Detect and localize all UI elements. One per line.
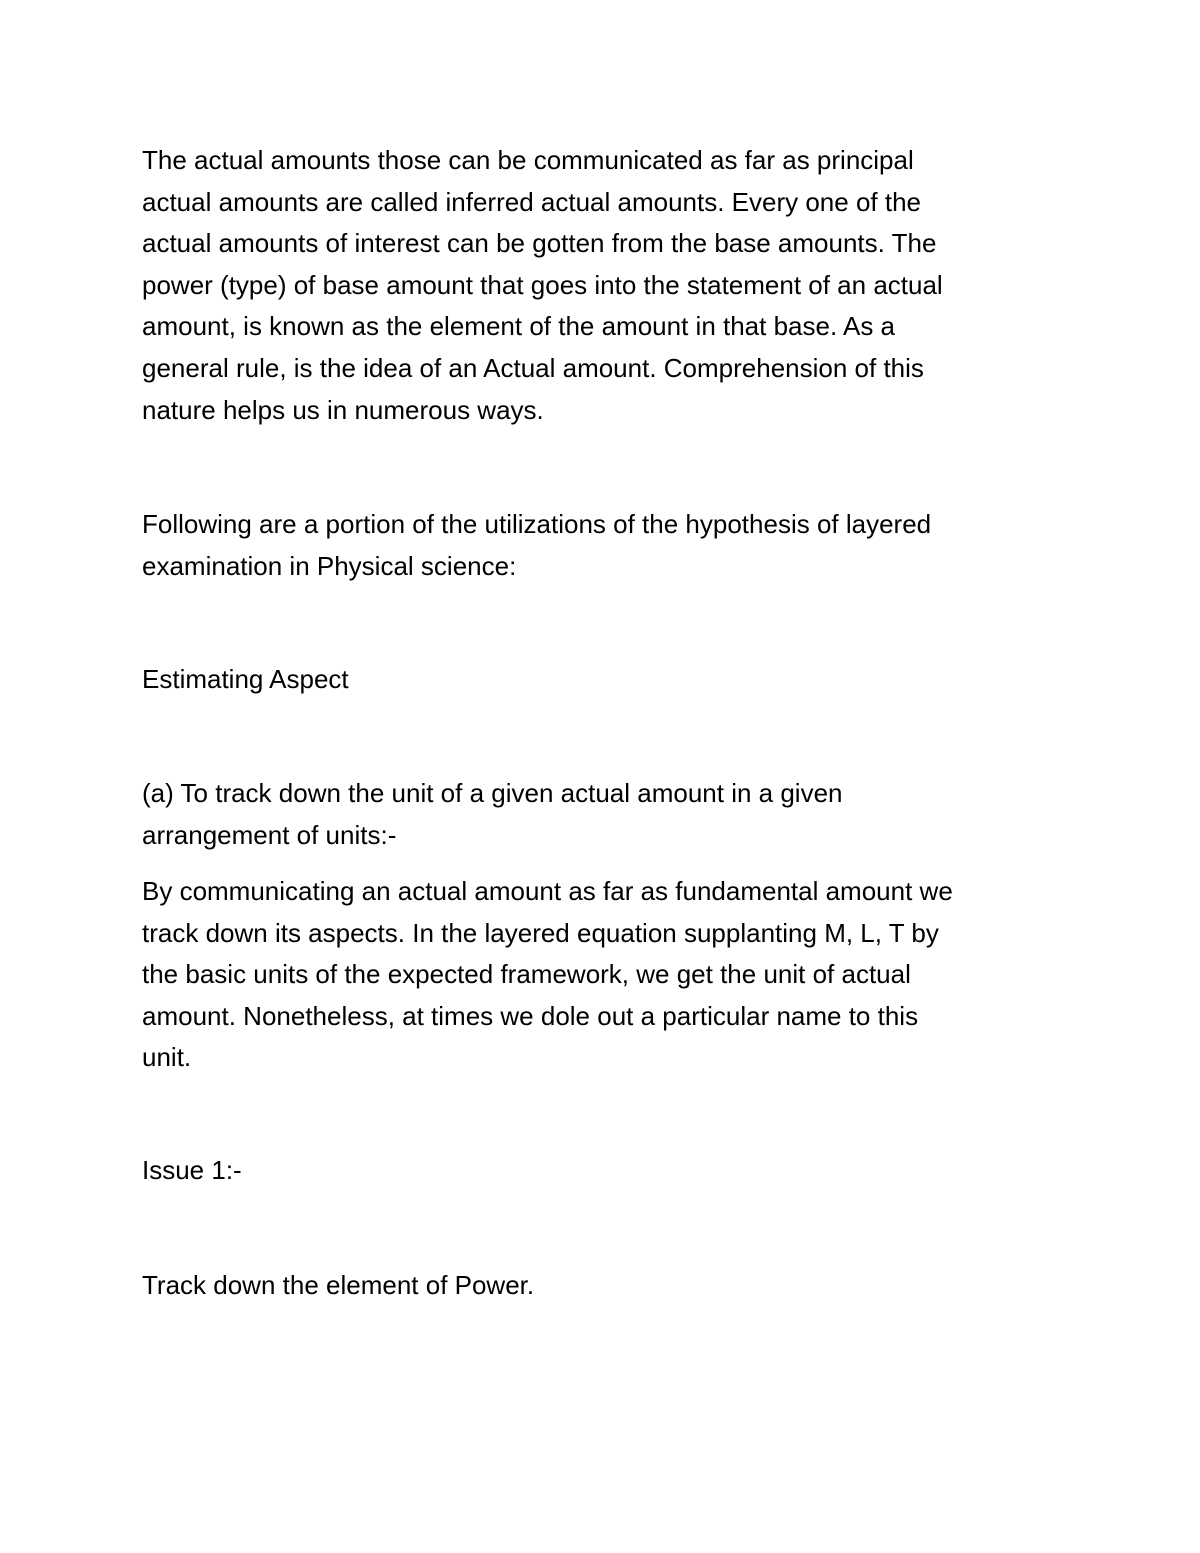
heading-line: Estimating Aspect [142, 664, 349, 694]
paragraph-line: By communicating an actual amount as far as fundamental amount we [142, 876, 953, 906]
paragraph-line: Track down the element of Power. [142, 1270, 535, 1300]
paragraph-line: track down its aspects. In the layered equation supplanting M, L, T by [142, 917, 939, 948]
paragraph-line: examination in Physical science: [142, 550, 517, 581]
explanation-paragraph [142, 871, 1062, 1079]
paragraph-line: Issue 1:- [142, 1155, 242, 1185]
paragraph-line: (a) To track down the unit of a given actual amount in a given [142, 778, 843, 808]
section-heading [142, 659, 1062, 701]
paragraph-line: arrangement of units:- [142, 819, 397, 850]
paragraph-line: amount. Nonetheless, at times we dole out a particular name to this [142, 1000, 919, 1031]
issue-heading [142, 1150, 1062, 1192]
paragraph-line: amount, is known as the element of the amount in that base. As a [142, 311, 896, 342]
applications-paragraph [142, 504, 1062, 587]
paragraph-line: actual amounts are called inferred actual amounts. Every one of the [142, 186, 921, 217]
paragraph-line: actual amounts of interest can be gotten from the base amounts. The [142, 228, 937, 259]
paragraph-line: power (type) of base amount that goes into the statement of an actual [142, 269, 943, 300]
issue-statement [142, 1265, 1062, 1307]
paragraph-line: the basic units of the expected framework, we get the unit of actual [142, 959, 911, 990]
intro-paragraph [142, 140, 1062, 431]
paragraph-line: general rule, is the idea of an Actual amount. Comprehension of this [142, 352, 924, 383]
paragraph-line: The actual amounts those can be communicated as far as principal [142, 145, 914, 175]
subsection-heading [142, 773, 1062, 856]
paragraph-line: nature helps us in numerous ways. [142, 394, 544, 425]
paragraph-line: unit. [142, 1042, 192, 1073]
paragraph-line: Following are a portion of the utilizations of the hypothesis of layered [142, 509, 932, 539]
